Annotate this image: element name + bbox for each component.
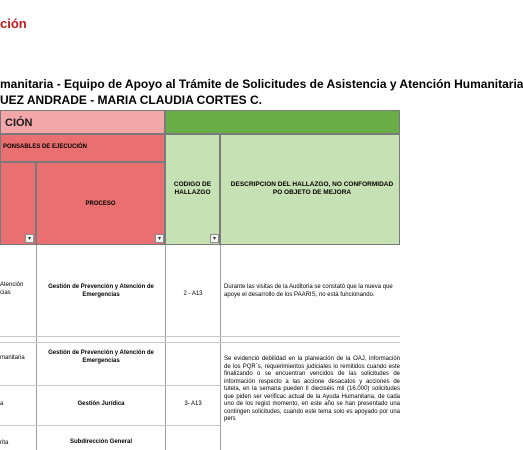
document-subtitle: UEZ ANDRADE - MARIA CLAUDIA CORTES C. xyxy=(0,93,262,107)
table-row-left-cell: Atención cias xyxy=(0,282,24,296)
brand-text: ción xyxy=(0,16,27,31)
row-divider xyxy=(0,336,400,337)
table-row-left-cell: manitaria xyxy=(0,355,25,361)
grid-divider xyxy=(220,245,221,450)
section-header-right xyxy=(165,110,400,134)
table-row-codigo-cell: 2 - A13 xyxy=(183,291,203,297)
column-header-proceso: PROCESO xyxy=(36,162,165,245)
column-header-descripcion: DESCRIPCION DEL HALLAZGO, NO CONFORMIDAD PO OBJETO DE MEJORA xyxy=(220,134,400,245)
table-row-descripcion-cell: Durante las visitas de la Auditoria se constató que la nueva que apoye el desarrollo de los PAARIS, no está funcionando. xyxy=(224,284,393,298)
section-header-left: CIÓN xyxy=(0,110,165,134)
row-divider xyxy=(0,342,400,343)
table-row-proceso-cell: Gestión de Prevención y Atención de Emergencias xyxy=(48,350,154,364)
grid-divider xyxy=(165,245,166,450)
table-row-codigo-cell: 3- A13 xyxy=(184,401,202,407)
filter-dropdown-dependencia[interactable]: ▾ xyxy=(25,234,34,243)
filter-dropdown-proceso[interactable]: ▾ xyxy=(155,234,164,243)
table-row-left-cell: a xyxy=(0,401,4,407)
responsables-header: PONSABLES DE EJECUCIÓN xyxy=(0,134,165,162)
table-row-proceso-cell: Gestión de Prevención y Atención de Emergencias xyxy=(48,284,154,298)
table-row-proceso-cell: Subdirección General xyxy=(69,439,133,445)
column-header-dependencia xyxy=(0,162,36,245)
table-row-left-cell: rita xyxy=(0,440,9,446)
grid-divider xyxy=(36,245,37,450)
row-divider xyxy=(0,425,220,426)
row-divider xyxy=(0,385,220,386)
column-header-codigo: CODIGO DE HALLAZGO xyxy=(165,134,220,245)
document-title: manitaria - Equipo de Apoyo al Trámite de Solicitudes de Asistencia y Atención Humanitaria xyxy=(0,77,523,91)
filter-dropdown-codigo[interactable]: ▾ xyxy=(210,234,219,243)
table-row-proceso-cell: Gestión Jurídica xyxy=(77,401,125,407)
table-row-descripcion-cell: Se evidenció debilidad en la planeación de la OAJ, información de los PQR´s, requerimientos judiciales lo remitidos cuando este finalizando o se encuentran vencidos de las solicitudes de información respecto a las accione desacatos y acciones de tutela, en la semana pueden ll dieciséis mil (16.000) solicitudes que piden ser verificac actual de la Ayuda Humanitaria, de cada uno de los regist momento, en este año se han presentado una contingen solicitudes, cuando este tema solo es apoyado por una pers xyxy=(224,356,400,422)
